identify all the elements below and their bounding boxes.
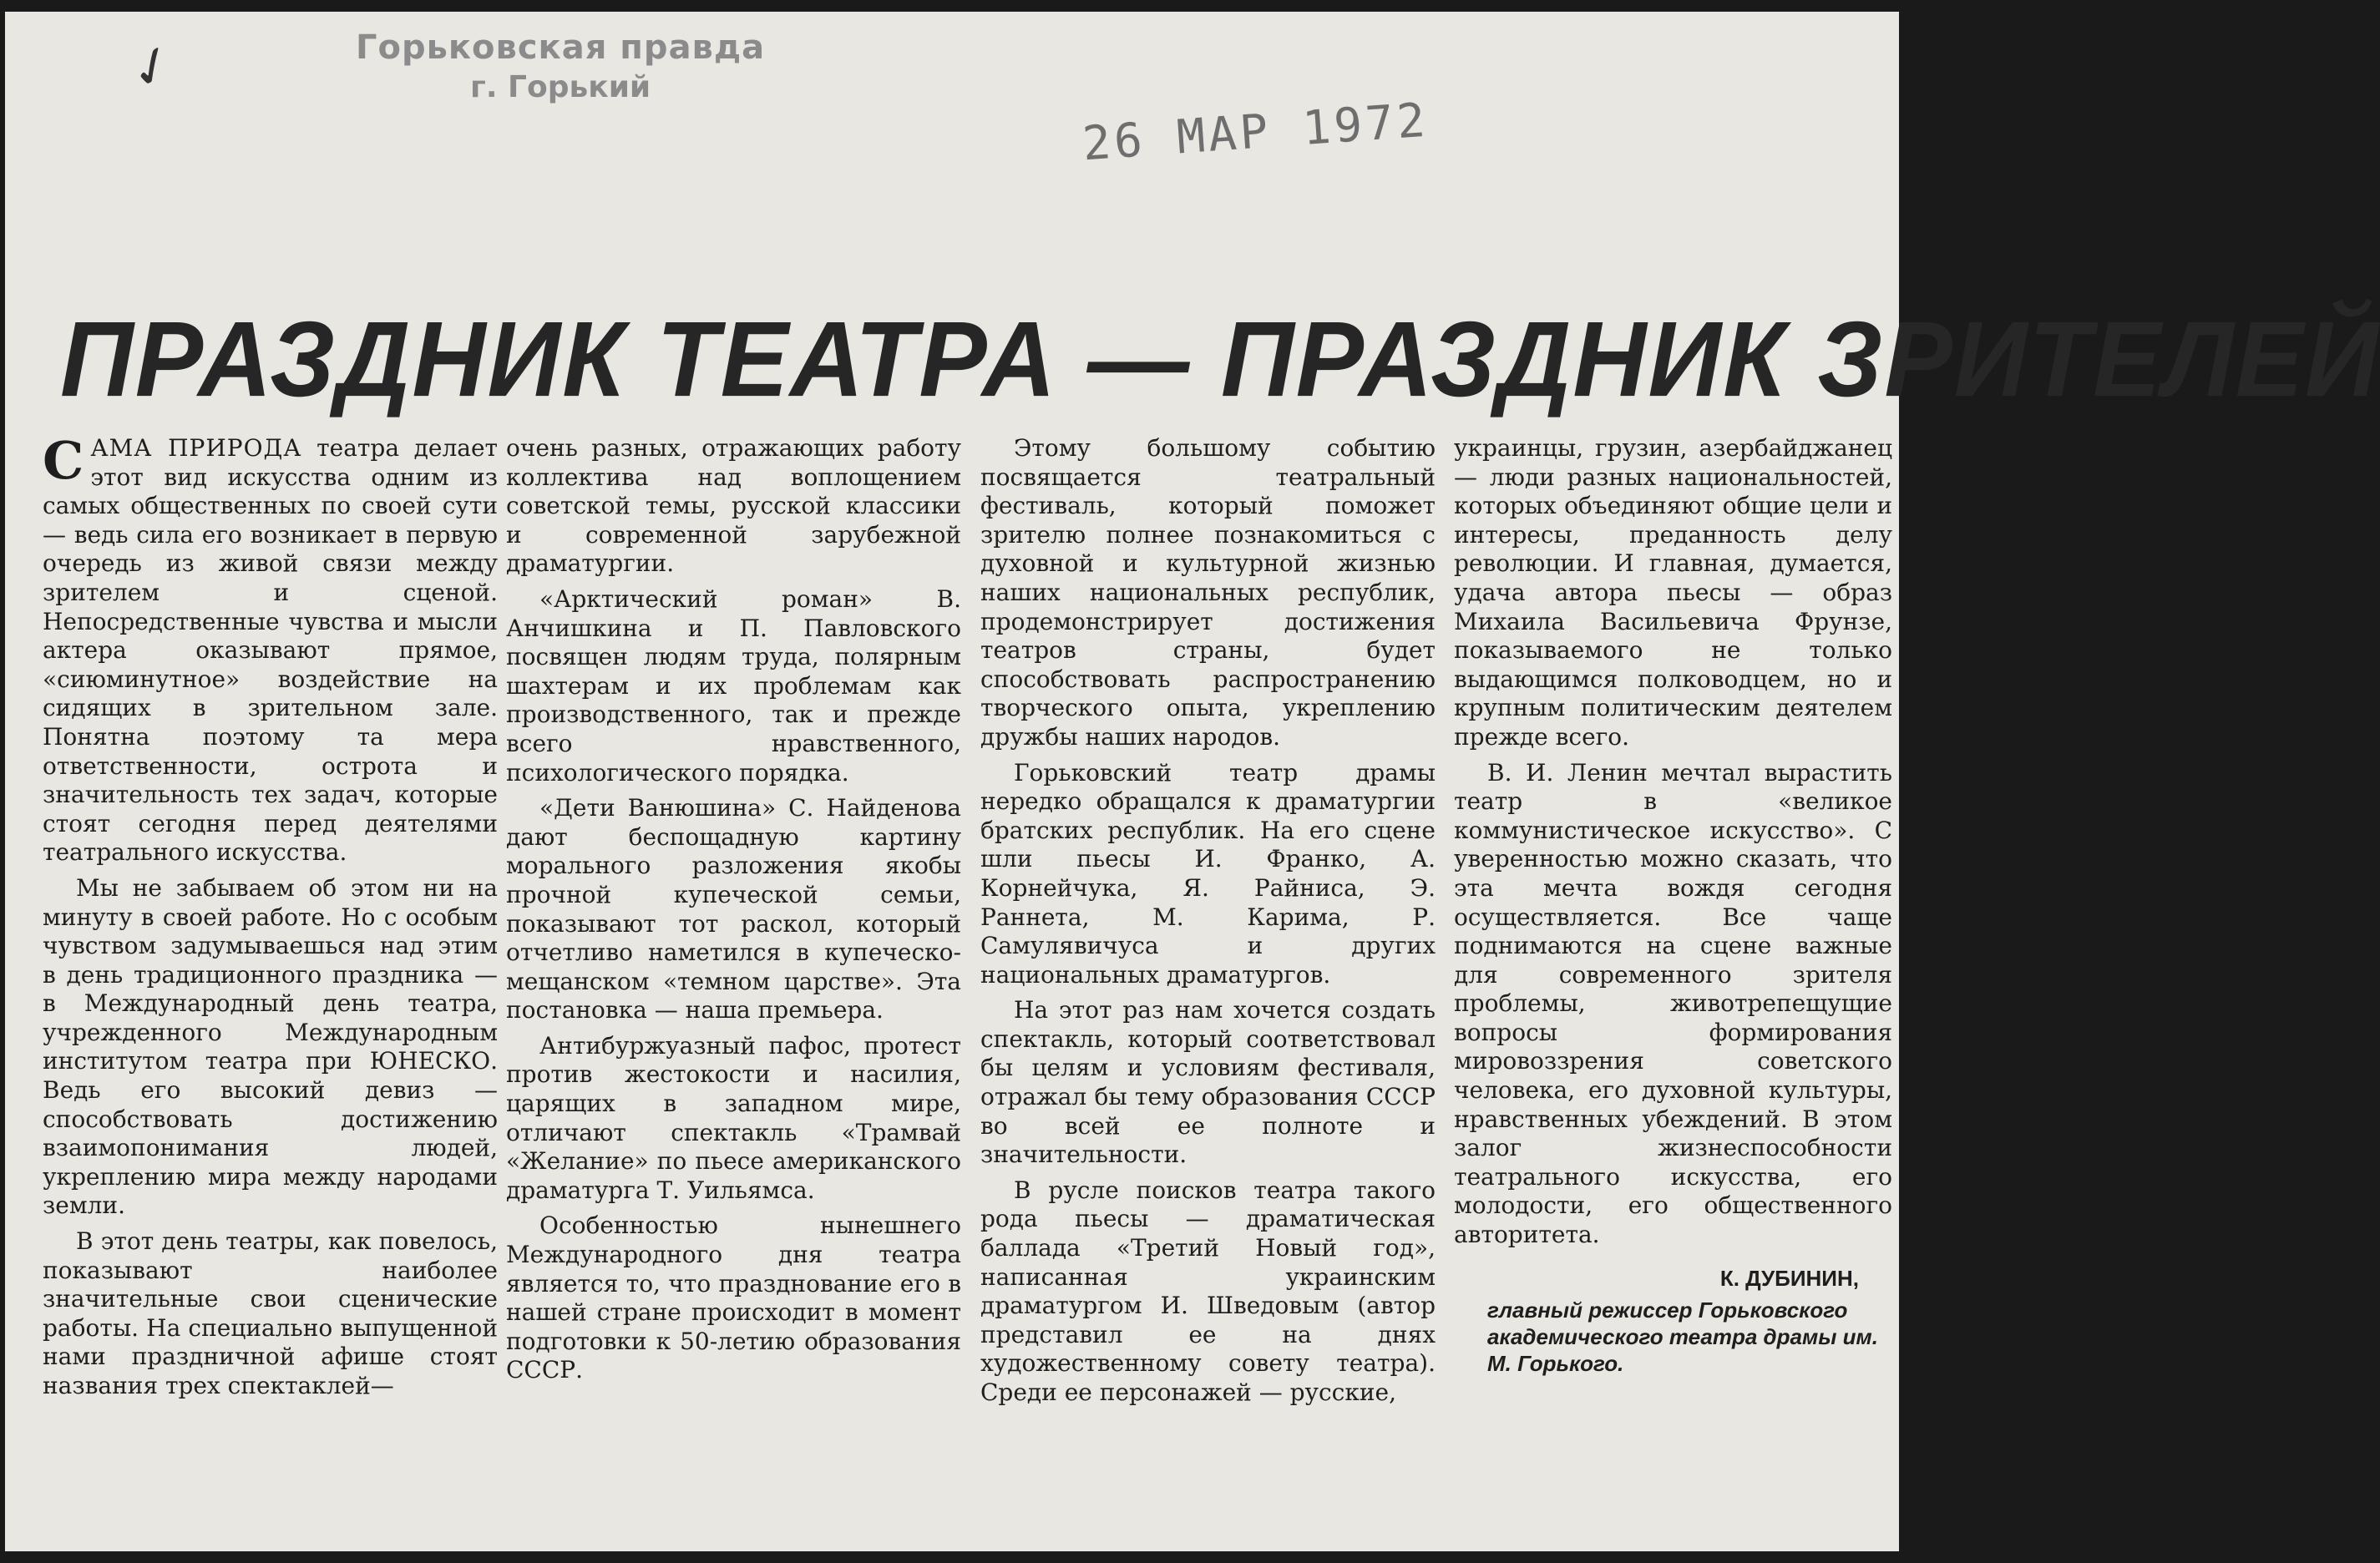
paragraph: В. И. Ленин мечтал вырастить театр в «великое коммунистическое искусство». С уверенностью можно сказать, что эта мечта вождя сегодня осуществляется. Все чаще поднимаются на сцене важные для современного зрителя проблемы, животрепещущие вопросы формирования мировоззрения советского человека, его духовной культуры, нравственных убеждений. В этом залог жизнеспособности театрального искусства, его молодости, его общественного авторитета. (1454, 758, 1892, 1249)
author-signature (1454, 1265, 1892, 1377)
article-headline: ПРАЗДНИК ТЕАТРА — ПРАЗДНИК ЗРИТЕЛЕЙ (60, 299, 2380, 419)
paragraph: очень разных, отражающих работу коллектива над воплощением советской темы, русской классики и современной зарубежной драматургии. (506, 434, 961, 578)
date-stamp: 26 МАР 1972 (1081, 93, 1431, 172)
paragraph: «Арктический роман» В. Анчишкина и П. Павловского посвящен людям труда, полярным шахтерам и их проблемам как производственного, так и прежде всего нравственного, психологического порядка. (506, 584, 961, 787)
paragraph: «Дети Ванюшина» С. Найденова дают беспощадную картину морального разложения якобы прочной купеческой семьи, показывают тот раскол, который отчетливо наметился в купеческо-мещанском «темном царстве». Эта постановка — наша премьера. (506, 794, 961, 1024)
paragraph: На этот раз нам хочется создать спектакль, который соответствовал бы целям и условиям фестиваля, отражал бы тему образования СССР во всей ее полноте и значительности. (980, 996, 1436, 1169)
newspaper-city: г. Горький (470, 70, 651, 104)
paragraph: В этот день театры, как повелось, показывают наиболее значительные свои сценические работы. На специально выпущенной нами праздничной афише стоят названия трех спектаклей— (43, 1227, 498, 1399)
paragraph: Мы не забываем об этом ни на минуту в своей работе. Но с особым чувством задумываешься над этим в день традиционного праздника — в Международный день театра, учрежденного Международным институтом театра при ЮНЕСКО. Ведь его высокий девиз — способствовать достижению взаимопонимания людей, укреплению мира между народами земли. (43, 873, 498, 1220)
newspaper-clipping (5, 12, 2380, 1551)
paragraph: Антибуржуазный пафос, протест против жестокости и насилия, царящих в западном мире, отличают спектакль «Трамвай «Желание» по пьесе американского драматурга Т. Уильямса. (506, 1031, 961, 1204)
paragraph-text: театра делает этот вид искусства одним из самых общественных по своей сути — ведь сила его возникает в первую очередь из живой связи между зрителем и сценой. Непосредственные чувства и мысли актера оказывают прямое, «сиюминутное» воздействие на сидящих в зрительном зале. Понятна поэтому та мера ответственности, острота и значительность тех задач, которые стоят сегодня перед деятелями театрального искусства. (43, 434, 498, 867)
drop-cap: С (43, 430, 84, 491)
lead-words: АМА ПРИРОДА (90, 434, 302, 462)
author-name: К. ДУБИНИН, (1719, 1265, 1859, 1291)
paragraph: Особенностью нынешнего Международного дня театра является то, что празднование его в нашей стране происходит в момент подготовки к 50-летию образования СССР. (506, 1211, 961, 1384)
article-column-3 (980, 434, 1436, 1408)
paragraph: Этому большому событию посвящается театральный фестиваль, который поможет зрителю полнее познакомиться с духовной и культурной жизнью наших национальных республик, продемонстрирует достижения театров страны, будет способствовать распространению творческого опыта, укреплению дружбы наших народов. (980, 434, 1436, 751)
handwritten-check-mark: ✓ (119, 30, 186, 105)
newspaper-stamp (356, 28, 765, 104)
paragraph (43, 430, 498, 867)
article-column-2 (506, 434, 961, 1385)
newspaper-name: Горьковская правда (356, 28, 766, 67)
paragraph: украинцы, грузин, азербайджанец — люди разных национальностей, которых объединяют общие цели и интересы, преданность делу революции. И главная, думается, удача автора пьесы — образ Михаила Васильевича Фрунзе, показываемого не только выдающимся полководцем, но и крупным политическим деятелем прежде всего. (1454, 434, 1892, 751)
article-column-1 (43, 430, 498, 1401)
paragraph: Горьковский театр драмы нередко обращался к драматургии братских республик. На его сцене шли пьесы И. Франко, А. Корнейчука, Я. Райниса, Э. Раннета, М. Карима, Р. Самулявичуса и других национальных драматургов. (980, 758, 1436, 989)
article-column-4 (1454, 434, 1892, 1377)
author-position: главный режиссер Горьковского академического театра драмы им. М. Горького. (1487, 1297, 1878, 1376)
paragraph: В русле поисков театра такого рода пьесы — драматическая баллада «Третий Новый год», написанная украинским драматургом И. Шведовым (автор представил ее на днях художественному совету театра). Среди ее персонажей — русские, (980, 1176, 1436, 1406)
